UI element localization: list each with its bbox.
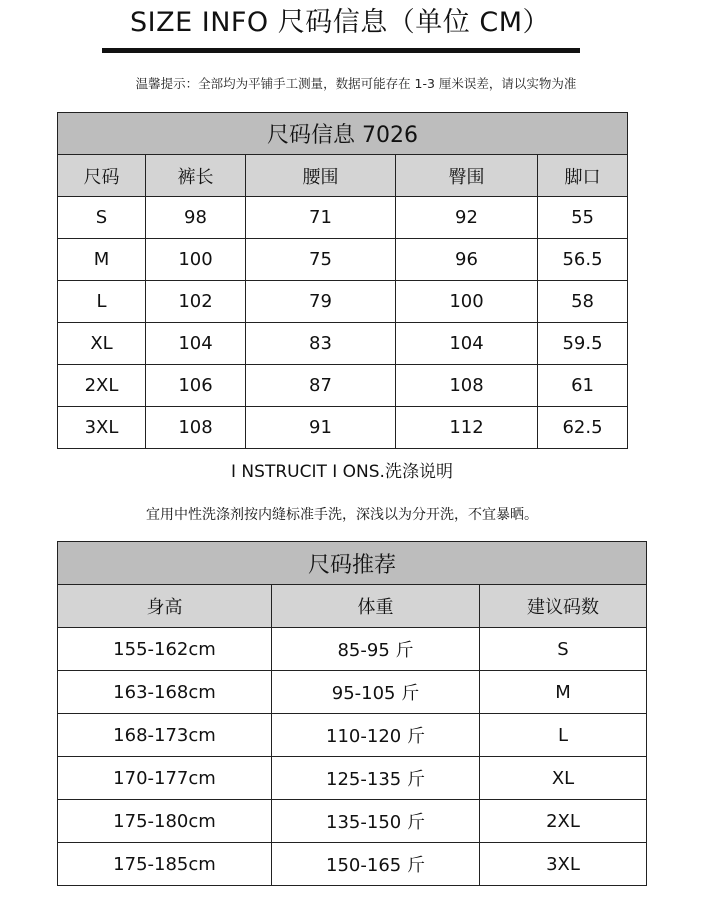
- size-table-cell: 104: [146, 323, 246, 365]
- size-table-cell: 79: [246, 281, 396, 323]
- size-table-row: [58, 197, 628, 239]
- recommend-table-cell: 155-162cm: [58, 628, 272, 671]
- recommend-table-row: [58, 671, 647, 714]
- recommend-table-cell: L: [480, 714, 647, 757]
- page-title: SIZE INFO 尺码信息（单位 CM）: [130, 7, 550, 38]
- recommend-table-row: [58, 714, 647, 757]
- size-table-cell: 61: [538, 365, 628, 407]
- size-table-caption: 尺码信息 7026: [58, 113, 628, 155]
- size-table-cell: 59.5: [538, 323, 628, 365]
- size-table-header-row: [58, 155, 628, 197]
- size-table-cell: M: [58, 239, 146, 281]
- recommend-table-cell: 168-173cm: [58, 714, 272, 757]
- wash-instructions: 宜用中性洗涤剂按内缝标准手洗，深浅以为分开洗，不宜暴晒。: [146, 507, 538, 523]
- recommend-table-cell: 3XL: [480, 843, 647, 886]
- size-table-cell: 102: [146, 281, 246, 323]
- size-table-cell: 112: [396, 407, 538, 449]
- recommend-table-cell: 110-120 斤: [272, 714, 480, 757]
- size-table-cell: 98: [146, 197, 246, 239]
- recommend-table-cell: M: [480, 671, 647, 714]
- recommend-table-cell: 163-168cm: [58, 671, 272, 714]
- measurement-tip: 温馨提示：全部均为平铺手工测量，数据可能存在 1-3 厘米误差，请以实物为准: [135, 76, 577, 91]
- recommend-table-column-header: 体重: [272, 585, 480, 628]
- size-table-cell: 108: [146, 407, 246, 449]
- size-table-cell: 3XL: [58, 407, 146, 449]
- size-recommendation-table: [57, 541, 647, 886]
- size-table-cell: 58: [538, 281, 628, 323]
- recommend-table-cell: 85-95 斤: [272, 628, 480, 671]
- recommend-table-cell: 175-180cm: [58, 800, 272, 843]
- recommend-table-column-header: 建议码数: [480, 585, 647, 628]
- size-table-cell: 106: [146, 365, 246, 407]
- size-table-cell: 2XL: [58, 365, 146, 407]
- size-table-row: [58, 365, 628, 407]
- recommend-table-cell: S: [480, 628, 647, 671]
- size-table-cell: 108: [396, 365, 538, 407]
- recommend-table-row: [58, 800, 647, 843]
- size-table-cell: 56.5: [538, 239, 628, 281]
- recommend-table-row: [58, 628, 647, 671]
- recommend-table-cell: XL: [480, 757, 647, 800]
- size-table-column-header: 腰围: [246, 155, 396, 197]
- size-table-row: [58, 323, 628, 365]
- recommend-table-row: [58, 757, 647, 800]
- size-table-column-header: 尺码: [58, 155, 146, 197]
- size-table-cell: XL: [58, 323, 146, 365]
- size-table-cell: L: [58, 281, 146, 323]
- size-table-cell: 55: [538, 197, 628, 239]
- recommend-table-cell: 150-165 斤: [272, 843, 480, 886]
- recommend-table-header-row: [58, 585, 647, 628]
- size-table-cell: 87: [246, 365, 396, 407]
- recommend-table-cell: 135-150 斤: [272, 800, 480, 843]
- size-table-row: [58, 239, 628, 281]
- title-underline: [102, 48, 580, 53]
- recommend-table-column-header: 身高: [58, 585, 272, 628]
- instructions-heading: I NSTRUCIT I ONS.洗涤说明: [231, 462, 453, 482]
- size-table-cell: 92: [396, 197, 538, 239]
- recommend-table-row: [58, 843, 647, 886]
- size-table-column-header: 臀围: [396, 155, 538, 197]
- recommend-table-cell: 175-185cm: [58, 843, 272, 886]
- size-table-cell: 96: [396, 239, 538, 281]
- size-table-cell: S: [58, 197, 146, 239]
- recommend-table-cell: 95-105 斤: [272, 671, 480, 714]
- size-table-column-header: 脚口: [538, 155, 628, 197]
- recommend-table-caption: 尺码推荐: [58, 542, 647, 585]
- size-table-cell: 71: [246, 197, 396, 239]
- size-table-cell: 62.5: [538, 407, 628, 449]
- size-table-row: [58, 281, 628, 323]
- size-table-cell: 83: [246, 323, 396, 365]
- recommend-table-cell: 2XL: [480, 800, 647, 843]
- size-table-cell: 75: [246, 239, 396, 281]
- size-table-cell: 91: [246, 407, 396, 449]
- recommend-table-cell: 125-135 斤: [272, 757, 480, 800]
- size-table-cell: 100: [146, 239, 246, 281]
- recommend-table-cell: 170-177cm: [58, 757, 272, 800]
- size-info-table: [57, 112, 628, 449]
- size-table-row: [58, 407, 628, 449]
- size-table-cell: 104: [396, 323, 538, 365]
- size-table-cell: 100: [396, 281, 538, 323]
- size-table-column-header: 裤长: [146, 155, 246, 197]
